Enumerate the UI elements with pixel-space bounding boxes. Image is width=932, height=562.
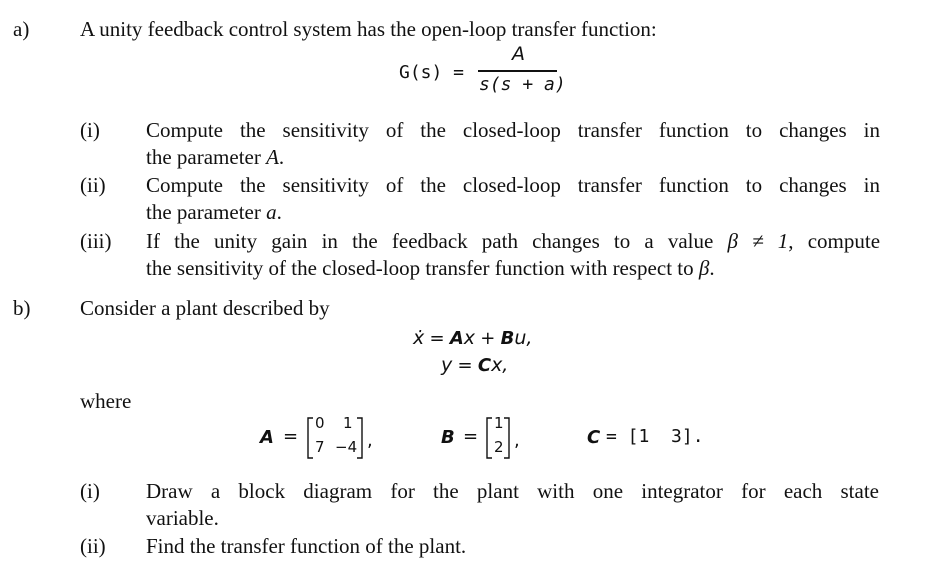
matrix-a-cell-21: 7 (315, 438, 325, 456)
matrix-b-comma: , (514, 430, 520, 451)
item-b-ii-line1: Find the transfer function of the plant. (146, 534, 467, 558)
matrix-a-comma: , (367, 430, 373, 451)
part-a-label: a) (13, 17, 30, 41)
item-a-i-line2-prefix: the parameter (146, 145, 261, 169)
item-a-i-variable: A (266, 145, 279, 169)
item-a-i-period: . (278, 145, 285, 169)
matrix-b-cell-2: 2 (494, 438, 504, 456)
item-a-ii-line2-prefix: the parameter (146, 200, 261, 224)
matrix-a-cell-22: −4 (335, 438, 358, 456)
state-x: x (463, 327, 476, 349)
item-a-iii-line2 (146, 256, 715, 281)
item-a-iii-line2-prefix: the sensitivity of the closed-loop transfer function with respect to (146, 256, 694, 280)
where-label: where (80, 389, 132, 413)
item-a-ii-period: . (276, 200, 282, 224)
item-a-i-line2 (146, 145, 284, 170)
part-b-intro: Consider a plant described by (80, 296, 330, 320)
item-a-i-line1: Compute the sensitivity of the closed-loop transfer function to changes in (146, 118, 880, 142)
matrix-a-cell-12: 1 (343, 414, 353, 432)
part-b-label: b) (13, 296, 31, 320)
item-b-ii-numeral: (ii) (80, 534, 106, 558)
item-a-ii-variable: a (266, 200, 277, 224)
item-a-iii-condition: β ≠ 1 (727, 229, 789, 253)
item-a-iii-variable: β (698, 256, 710, 280)
item-b-i-line1: Draw a block diagram for the plant with one integrator for each state (146, 479, 879, 503)
output-y: y (441, 354, 453, 376)
transfer-function-lhs: G(s) = (399, 62, 465, 83)
item-b-i-numeral: (i) (80, 479, 100, 503)
matrix-c-value: = [1 3]. (606, 426, 704, 447)
item-a-iii-line1 (146, 229, 880, 254)
item-a-iii-period: . (709, 256, 715, 280)
item-a-i-numeral: (i) (80, 118, 100, 142)
transfer-function-denominator: s(s + a) (479, 74, 566, 95)
state-derivative: ẋ (413, 327, 425, 349)
item-a-iii-line1-prefix: If the unity gain in the feedback path changes to a value (146, 229, 714, 253)
matrix-b-cell-1: 1 (494, 414, 504, 432)
matrix-a-cell-11: 0 (315, 414, 325, 432)
output-equation-line2 (441, 352, 508, 377)
state-plus: + (480, 328, 496, 349)
item-b-i-line2: variable. (146, 506, 219, 530)
state-equals: = (429, 328, 445, 349)
part-a-intro: A unity feedback control system has the open-loop transfer function: (80, 17, 657, 41)
item-a-iii-line1-suffix: , compute (788, 229, 881, 253)
matrix-a-equals: = (283, 426, 299, 447)
item-a-ii-line2 (146, 200, 282, 225)
item-a-iii-numeral: (iii) (80, 229, 112, 253)
matrix-c-label: C (587, 427, 601, 448)
matrix-a-label: A (260, 427, 274, 448)
output-x: x, (491, 354, 509, 376)
matrix-b-symbol: B (500, 328, 515, 349)
state-equation-line1 (413, 325, 532, 350)
matrix-a-symbol: A (449, 328, 464, 349)
item-a-ii-numeral: (ii) (80, 173, 106, 197)
item-a-ii-line1: Compute the sensitivity of the closed-loop transfer function to changes in (146, 173, 880, 197)
fraction-bar (478, 70, 557, 72)
state-u: u, (514, 327, 533, 349)
matrix-c-symbol: C (477, 355, 492, 376)
transfer-function-numerator: A (512, 43, 525, 65)
output-equals: = (457, 355, 473, 376)
matrix-b-label: B (441, 427, 455, 448)
matrix-b-equals: = (463, 426, 479, 447)
